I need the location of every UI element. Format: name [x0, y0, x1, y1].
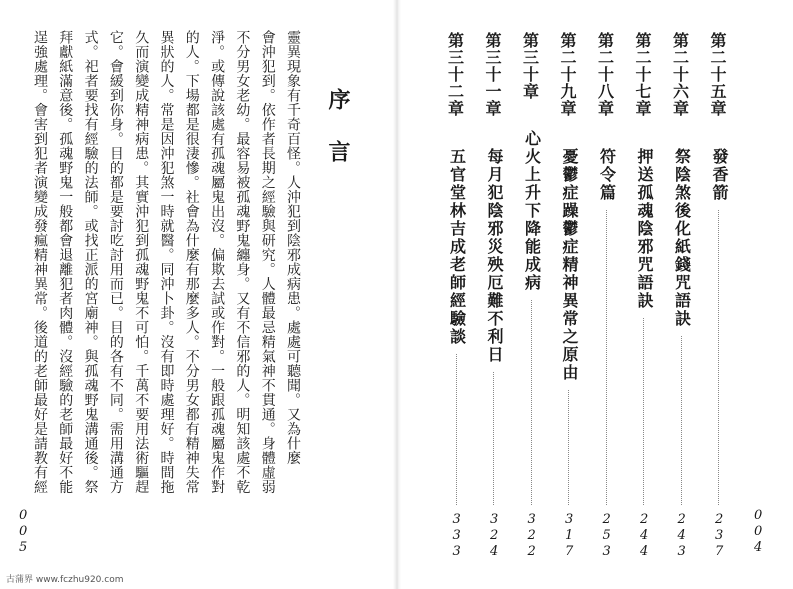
toc-dot-leader	[606, 210, 607, 505]
toc-page-number: 253	[599, 512, 615, 560]
toc-chapter-label: 第二十九章	[558, 32, 577, 117]
toc-chapter-label: 第三十一章	[483, 32, 502, 117]
toc-dot-leader	[681, 336, 682, 505]
toc-entry-title: 憂鬱症躁鬱症精神異常之原由	[560, 148, 579, 382]
toc-page	[397, 0, 793, 589]
preface-column: 拜獻紙滿意後。孤魂野鬼一般都會退離犯者肉體。沒經驗的老師最好不能	[57, 30, 74, 494]
page-number-right: 004	[750, 508, 766, 556]
toc-entry-title: 每月犯陰邪災殃厄難不利日	[485, 148, 504, 364]
toc-chapter-label: 第二十六章	[670, 32, 690, 117]
watermark: 古蒲界 www.fczhu920.com	[6, 575, 124, 585]
toc-entry-title: 押送孤魂陰邪咒語訣	[635, 148, 654, 310]
toc-dot-leader	[493, 372, 494, 505]
toc-entry-title: 五官堂林吉成老師經驗談	[447, 148, 467, 346]
toc-chapter-label: 第二十五章	[708, 32, 727, 117]
preface-column: 靈異現象有千奇百怪。人沖犯到陰邪成病患。處處可聽聞。又為什麼	[285, 30, 301, 465]
toc-page-number: 333	[449, 512, 465, 560]
toc-chapter-label: 第二十八章	[595, 32, 615, 117]
preface-column: 異狀的人。常是因沖犯煞一時就醫。同沖卜卦。沒有即時處理好。時間拖	[158, 30, 175, 494]
preface-title: 序言	[325, 88, 350, 192]
toc-page-number: 244	[636, 512, 652, 560]
toc-page-number: 317	[561, 512, 577, 560]
toc-dot-leader	[718, 210, 719, 505]
toc-page-number: 237	[711, 512, 727, 560]
toc-page-number: 322	[524, 512, 540, 560]
preface-column: 的人。下場都是很淒慘。社會為什麼有那麼多人。不分男女都有精神失常	[183, 30, 200, 494]
toc-dot-leader	[531, 300, 532, 505]
toc-entry-title: 心火上升下降能成病	[522, 130, 542, 292]
toc-entry-title: 發香箭	[710, 148, 729, 202]
preface-column: 不分男女老幼。最容易被孤魂野鬼纏身。又有不信邪的人。明知該處不乾	[234, 30, 251, 494]
toc-chapter-label: 第三十章	[520, 32, 540, 100]
toc-page-number: 324	[486, 512, 502, 560]
preface-column: 淨。或傳說該處有孤魂屬鬼出沒。偏欺去試或作對。一般跟孤魂屬鬼作對	[209, 30, 226, 494]
toc-dot-leader	[456, 354, 457, 505]
page-number-left: 005	[15, 508, 31, 556]
preface-column: 會沖犯到。依作者長期之經驗與研究。人體最忌精氣神不貫通。身體虛弱	[259, 30, 276, 494]
toc-page-number: 243	[674, 512, 690, 560]
preface-column: 逞強處理。會害到犯者演變成發瘋精神異常。後道的老師最好是請教有經	[32, 30, 48, 494]
toc-entry-title: 祭陰煞後化紙錢咒語訣	[672, 148, 692, 328]
preface-column: 久而演變成精神病患。其實沖犯到孤魂野鬼不可怕。千萬不要用法術驅趕	[133, 30, 150, 494]
toc-chapter-label: 第二十七章	[633, 32, 652, 117]
toc-entry-title: 符令篇	[597, 148, 617, 202]
preface-column: 式。祀者要找有經驗的法師。或找正派的宮廟神。與孤魂野鬼溝通後。祭	[82, 30, 99, 494]
toc-dot-leader	[643, 318, 644, 505]
preface-column: 它。會緩到你身。目的都是要討吃討用而已。目的各有不同。需用溝通方	[107, 30, 124, 494]
toc-dot-leader	[568, 390, 569, 505]
toc-chapter-label: 第三十二章	[445, 32, 465, 117]
